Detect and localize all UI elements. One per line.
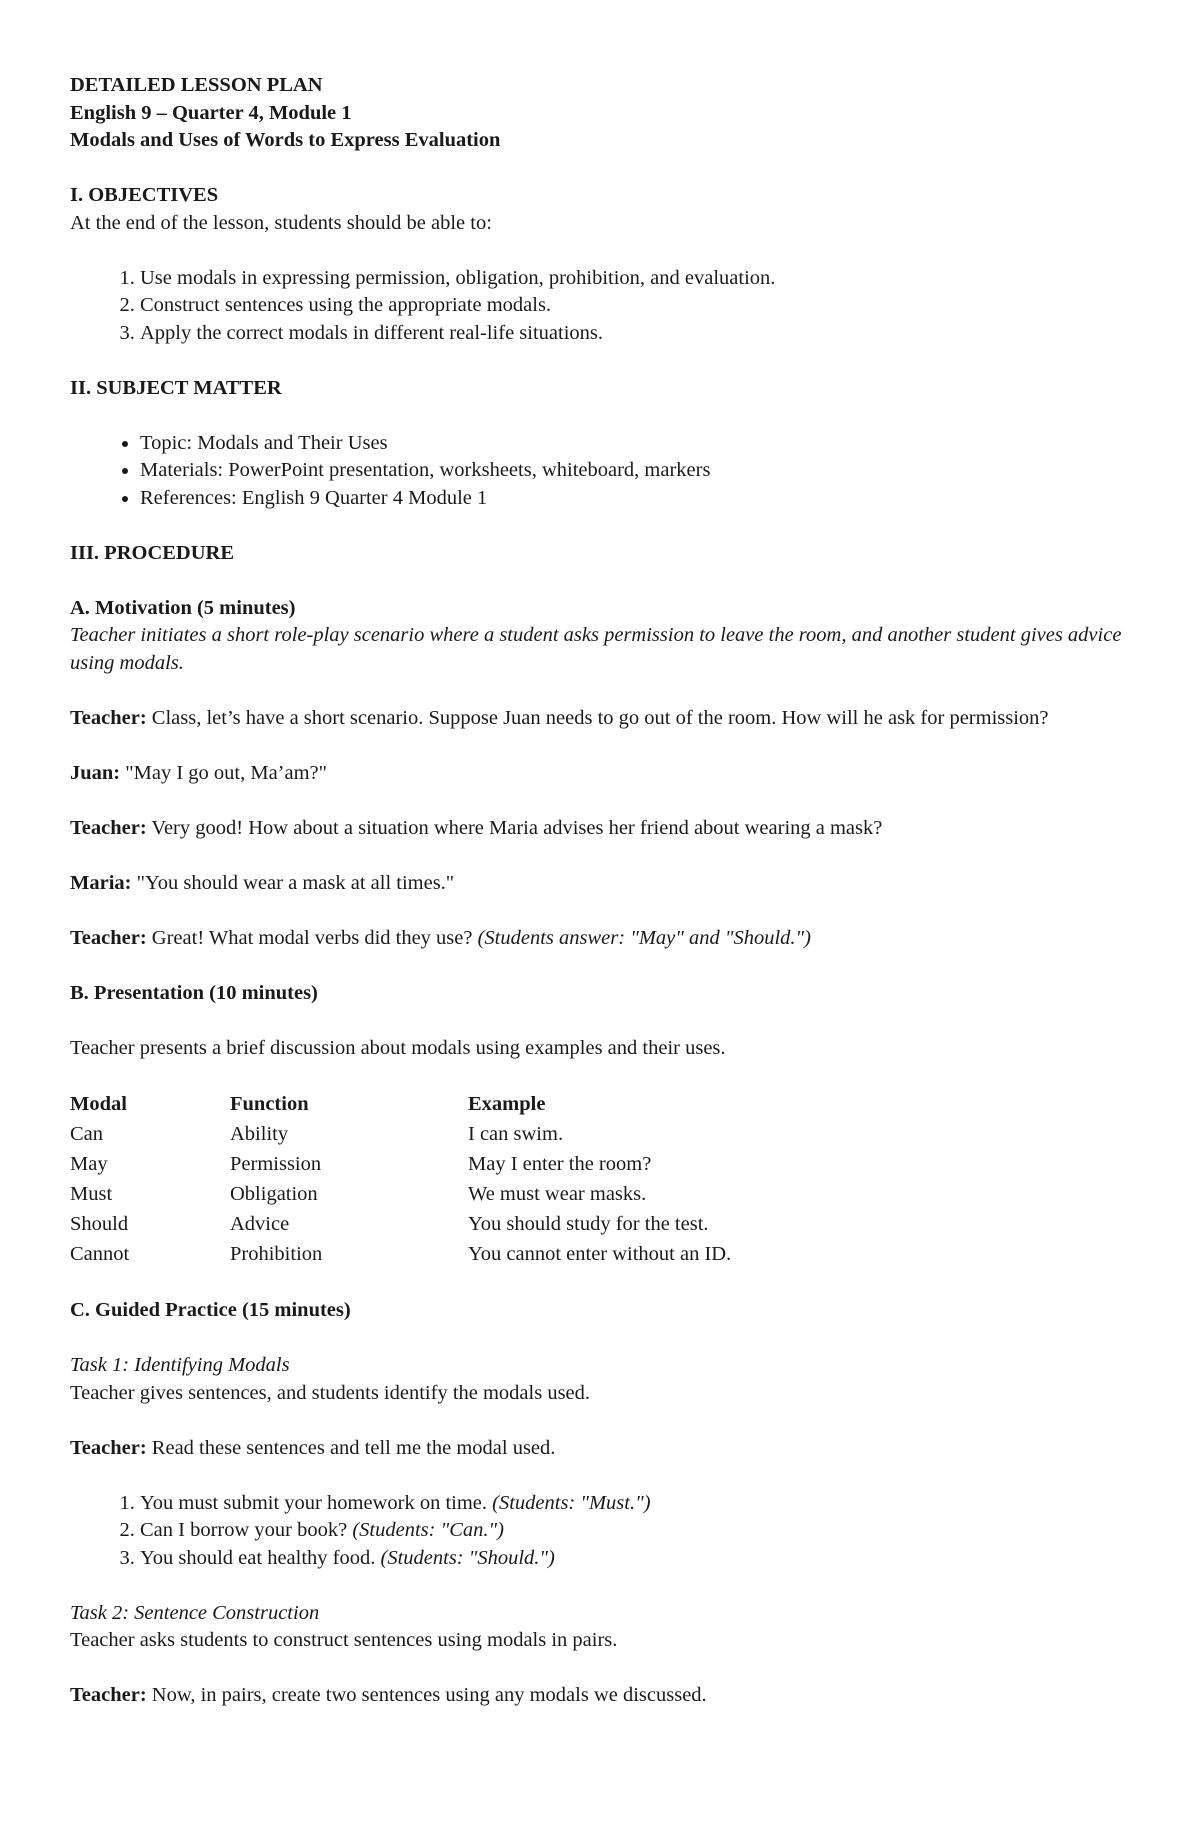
doc-subtitle: English 9 – Quarter 4, Module 1 (70, 101, 352, 124)
doc-title: DETAILED LESSON PLAN (70, 74, 323, 96)
cell-modal: Should (70, 1212, 129, 1235)
doc-topic: Modals and Uses of Words to Express Evaluation (70, 129, 501, 151)
table-row (70, 1180, 1030, 1210)
task2-title: Task 2: Sentence Construction (70, 1601, 320, 1624)
speaker-label: Maria: (70, 871, 132, 894)
dialogue-line (70, 870, 1130, 898)
dialogue-line (70, 760, 1130, 788)
motivation-title: A. Motivation (5 minutes) (70, 596, 296, 619)
speaker-label: Teacher: (70, 926, 147, 949)
student-answer: (Students: "Can.") (352, 1519, 504, 1541)
cell-function: Advice (230, 1212, 290, 1235)
speaker-label: Teacher: (70, 816, 147, 839)
header-example: Example (468, 1092, 546, 1115)
list-item: • Materials: PowerPoint presentation, worksheets, whiteboard, markers (140, 457, 1130, 485)
cell-example: You should study for the test. (468, 1212, 709, 1235)
task2-instruction (70, 1682, 1130, 1710)
task1-intro: Teacher gives sentences, and students identify the modals used. (70, 1381, 591, 1404)
subject-matter-heading: II. SUBJECT MATTER (70, 376, 282, 399)
dialogue-text: Class, let’s have a short scenario. Suppose Juan needs to go out of the room. How will he ask for permission? (146, 706, 1049, 729)
procedure-heading: III. PROCEDURE (70, 541, 235, 564)
motivation-note: Teacher initiates a short role-play scenario where a student asks permission to leave the room, and another student gives advice using modals. (70, 624, 1122, 674)
list-item: 1. Use modals in expressing permission, obligation, prohibition, and evaluation. (140, 265, 1130, 293)
sentence-text: You should eat healthy food. (140, 1546, 381, 1569)
task1-instruction (70, 1435, 1130, 1463)
dialogue-line (70, 815, 1130, 843)
cell-example: We must wear masks. (468, 1182, 647, 1205)
task2-intro: Teacher asks students to construct sentences using modals in pairs. (70, 1629, 618, 1651)
sentence-text: You must submit your homework on time. (140, 1491, 493, 1514)
cell-function: Permission (230, 1152, 322, 1175)
cell-modal: May (70, 1152, 108, 1175)
cell-modal: Can (70, 1122, 104, 1145)
dialogue-text: Very good! How about a situation where Maria advises her friend about wearing a mask? (146, 816, 883, 839)
speaker-label: Teacher: (70, 1684, 147, 1706)
cell-modal: Cannot (70, 1242, 130, 1265)
dialogue-line (70, 705, 1130, 733)
cell-example: May I enter the room? (468, 1152, 652, 1175)
table-row (70, 1210, 1030, 1240)
dialogue-text: "May I go out, Ma’am?" (120, 761, 328, 784)
header-function: Function (230, 1092, 309, 1115)
cell-function: Ability (230, 1122, 289, 1145)
list-item: 2. Construct sentences using the appropriate modals. (140, 292, 1130, 320)
task1-list (70, 1490, 1130, 1573)
presentation-intro: Teacher presents a brief discussion about modals using examples and their uses. (70, 1036, 726, 1059)
modals-table (70, 1090, 1030, 1270)
speaker-label: Juan: (70, 761, 121, 784)
subject-matter-list (70, 430, 1130, 513)
sentence-text: Can I borrow your book? (140, 1519, 353, 1541)
cell-modal: Must (70, 1182, 113, 1205)
cell-function: Obligation (230, 1182, 318, 1205)
student-answer: (Students: "Must.") (492, 1491, 651, 1514)
dialogue-line (70, 925, 1130, 953)
list-item: • Topic: Modals and Their Uses (140, 430, 1130, 458)
objectives-intro: At the end of the lesson, students should be able to: (70, 211, 492, 234)
speaker-label: Teacher: (70, 1436, 147, 1459)
dialogue-aside: (Students answer: "May" and "Should.") (477, 926, 811, 949)
instruction-text: Now, in pairs, create two sentences using any modals we discussed. (146, 1684, 707, 1706)
task1-title: Task 1: Identifying Modals (70, 1354, 290, 1376)
cell-example: I can swim. (468, 1122, 564, 1145)
list-item: • References: English 9 Quarter 4 Module 1 (140, 485, 1130, 513)
dialogue-text: Great! What modal verbs did they use? (146, 926, 478, 949)
table-row (70, 1120, 1030, 1150)
list-item (140, 1545, 1130, 1573)
presentation-title: B. Presentation (10 minutes) (70, 981, 318, 1004)
list-item (140, 1490, 1130, 1518)
objectives-heading: I. OBJECTIVES (70, 184, 219, 206)
cell-function: Prohibition (230, 1242, 323, 1265)
speaker-label: Teacher: (70, 706, 147, 729)
table-row (70, 1150, 1030, 1180)
list-item (140, 1517, 1130, 1545)
table-header-row (70, 1090, 1030, 1120)
guided-practice-title: C. Guided Practice (15 minutes) (70, 1299, 351, 1321)
dialogue-text: "You should wear a mask at all times." (131, 871, 455, 894)
instruction-text: Read these sentences and tell me the modal used. (146, 1436, 556, 1459)
cell-example: You cannot enter without an ID. (468, 1242, 732, 1265)
header-modal: Modal (70, 1092, 127, 1115)
student-answer: (Students: "Should.") (380, 1546, 555, 1569)
table-row (70, 1240, 1030, 1270)
objectives-list (70, 265, 1130, 348)
list-item: 3. Apply the correct modals in different real-life situations. (140, 320, 1130, 348)
